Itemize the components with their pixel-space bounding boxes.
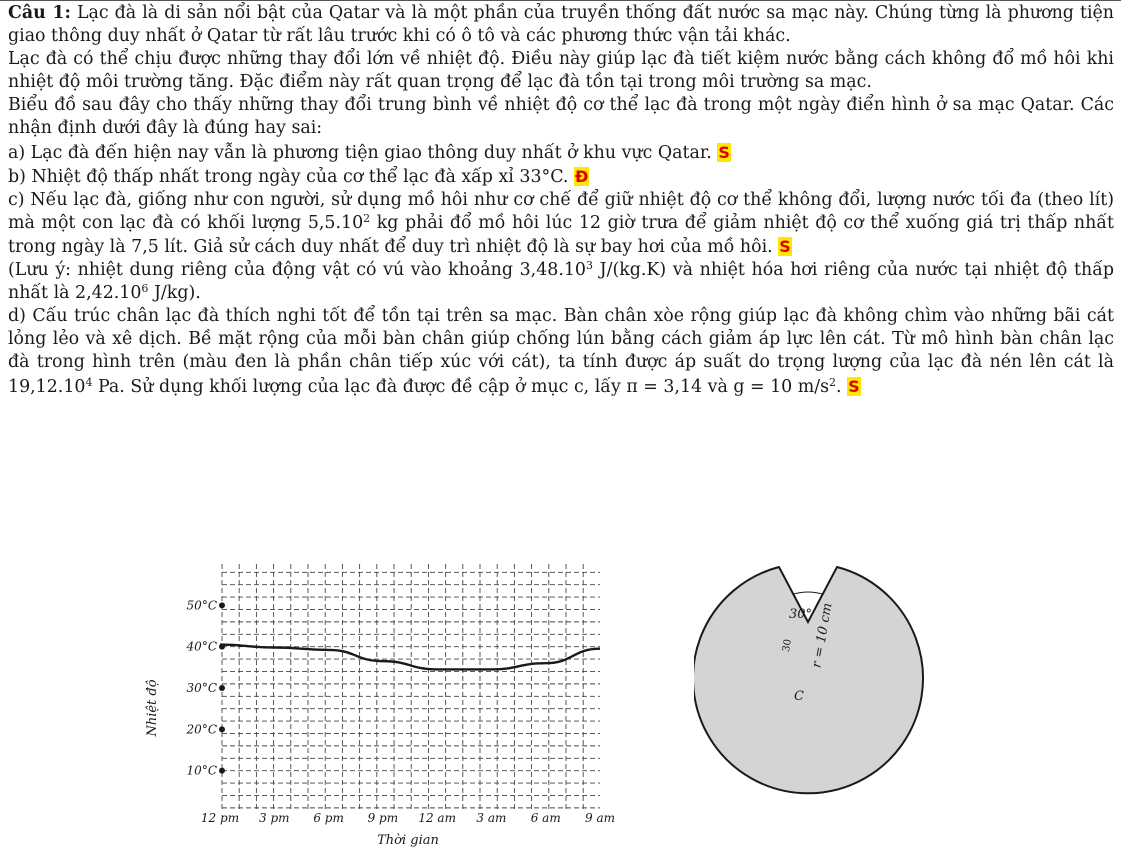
- camel-foot-svg: [694, 560, 940, 800]
- series-line-body-temperature: [220, 645, 600, 670]
- statement-d-formula: π = 3,14 và g = 10 m/s: [626, 376, 830, 397]
- intro-paragraph-1: [8, 2, 1114, 48]
- statement-b: [8, 165, 1114, 189]
- statement-d-text-1: d) Cấu trúc chân lạc đà thích nghi tốt để tồn tại trên sa mạc. Bàn chân xòe rộng giúp lạc đà không chìm vào những bãi cát lỏng lẻo và xê dịch. Bề mặt rộng của mỗi bàn chân giúp chống lún bằng cách giảm áp lực lên cát. Từ mô hình bàn chân lạc đà trong hình trên (màu đen là phần chân tiếp xúc với cát), ta tính được áp suất do trọng lượng của lạc đà nén lên cát là 19,12.10: [8, 306, 1114, 397]
- camel-foot-figure: [694, 560, 940, 800]
- x-tick-label: 3 pm: [259, 811, 290, 825]
- radius-label: r = 10 cm: [809, 601, 836, 670]
- x-tick-label: 9 pm: [367, 811, 399, 825]
- chart-x-ticks: [201, 811, 615, 825]
- question-text: [8, 2, 1114, 399]
- x-tick-label: 6 am: [530, 811, 561, 825]
- y-tick-label: 10°C: [186, 763, 217, 778]
- answer-d-badge: S: [848, 376, 860, 396]
- center-label: C: [794, 689, 804, 704]
- statement-a: [8, 141, 1114, 165]
- x-tick-label: 12 am: [418, 811, 456, 825]
- y-tick-dot: [219, 685, 225, 691]
- chart-x-label: Thời gian: [377, 833, 439, 848]
- intro-text-1: Lạc đà là di sản nổi bật của Qatar và là một phần của truyền thống đất nước sa mạc này. Chúng từng là phương tiện giao thông duy nhất ở Qatar từ rất lâu trước khi có ô tô và các phương thức vận tải khác.: [8, 3, 1115, 47]
- note-text-2: J/(kg.K) và nhiệt hóa hơi riêng của nước tại nhiệt độ thấp nhất là 2,42.10: [8, 260, 1114, 304]
- note-exponent-1: 3: [585, 259, 593, 273]
- statement-c-text-1: c) Nếu lạc đà, giống như con người, sử dụng mồ hôi như cơ chế để giữ nhiệt độ cơ thể không đổi, lượng nước tối đa (theo lít) mà một con lạc đà có khối lượng 5,5.10: [8, 189, 1114, 233]
- statement-b-text: b) Nhiệt độ thấp nhất trong ngày của cơ thể lạc đà xấp xỉ: [8, 166, 514, 187]
- statement-c-exponent: 2: [363, 211, 371, 225]
- y-tick-dot: [219, 726, 225, 732]
- statement-d-text-2: Pa. Sử dụng khối lượng của lạc đà được đề cập ở mục c, lấy: [92, 376, 621, 397]
- x-tick-label: 9 am: [585, 811, 615, 825]
- y-tick-label: 40°C: [186, 639, 217, 654]
- statement-d: [8, 305, 1114, 398]
- angle-arc: [794, 592, 822, 594]
- y-tick-dot: [219, 768, 225, 774]
- statement-c-note: [8, 259, 1114, 305]
- chart-y-label: Nhiệt độ: [145, 679, 160, 737]
- temperature-chart: [140, 556, 620, 854]
- intro-paragraph-2: Lạc đà có thể chịu được những thay đổi lớn về nhiệt độ. Điều này giúp lạc đà tiết kiệm nước bằng cách không đổ mồ hôi khi nhiệt độ môi trường tăng. Đặc điểm này rất quan trọng để lạc đà tồn tại trong môi trường sa mạc.: [8, 49, 1114, 93]
- answer-c-badge: S: [779, 236, 791, 256]
- x-tick-label: 12 pm: [200, 811, 240, 825]
- note-text-3: J/kg).: [148, 283, 201, 304]
- chart-y-ticks: [186, 598, 225, 777]
- chord-label: 30: [781, 638, 795, 653]
- chart-grid: [222, 564, 600, 812]
- angle-label: 30°: [789, 607, 813, 622]
- foot-sector-shape: [694, 567, 923, 793]
- intro-paragraph-3: Biểu đồ sau đây cho thấy những thay đổi trung bình về nhiệt độ cơ thể lạc đà trong một ngày điển hình ở sa mạc Qatar. Các nhận định dưới đây là đúng hay sai:: [8, 95, 1114, 139]
- answer-b-badge: Đ: [574, 166, 589, 186]
- y-tick-label: 50°C: [186, 598, 217, 613]
- note-exponent-2: 6: [141, 282, 149, 296]
- y-tick-label: 20°C: [186, 722, 217, 737]
- statement-c-text-2: kg phải đổ mồ hôi lúc 12 giờ trưa để giảm nhiệt độ cơ thể xuống giá trị thấp nhất trong ngày là 7,5 lít. Giả sử cách duy nhất để duy trì nhiệt độ là sự bay hơi của mồ hôi.: [8, 212, 1114, 257]
- statement-d-formula-exponent: 2: [829, 375, 837, 389]
- answer-a-badge: S: [718, 142, 730, 162]
- statement-d-formula-end: .: [836, 376, 848, 397]
- temperature-chart-svg: [140, 556, 620, 854]
- statement-a-text: a) Lạc đà đến hiện nay vẫn là phương tiện giao thông duy nhất ở khu vực Qatar.: [8, 142, 712, 163]
- y-tick-dot: [219, 602, 225, 608]
- x-tick-label: 3 am: [476, 811, 507, 825]
- statement-b-value: 33°C: [519, 166, 563, 187]
- statement-b-period: .: [562, 166, 569, 187]
- y-tick-label: 30°C: [186, 681, 217, 695]
- question-number: Câu 1:: [8, 3, 71, 23]
- note-text-1: (Lưu ý: nhiệt dung riêng của động vật có vú vào khoảng 3,48.10: [8, 260, 586, 281]
- statement-c: [8, 189, 1114, 259]
- statement-d-exponent: 4: [85, 375, 93, 389]
- page-top-rule: [0, 0, 1121, 1]
- x-tick-label: 6 pm: [313, 811, 344, 825]
